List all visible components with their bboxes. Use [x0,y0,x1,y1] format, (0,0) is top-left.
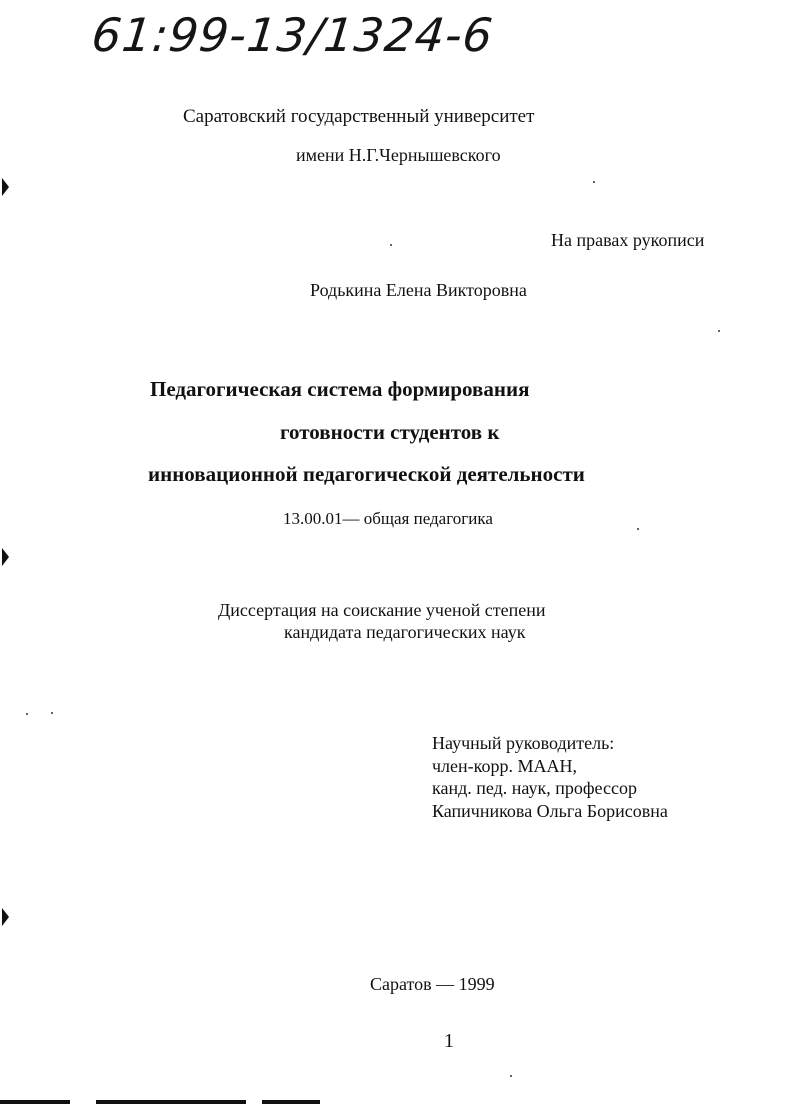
supervisor-block [432,732,668,822]
scan-speck [26,713,28,715]
handwritten-archive-code: 61:99-13/1324-6 [89,8,496,62]
scan-edge-segment [96,1100,246,1104]
page-number: 1 [444,1030,454,1052]
scan-speck [510,1075,512,1077]
scan-speck [390,244,392,246]
scan-speck [637,528,639,530]
manuscript-rights-note: На правах рукописи [551,230,705,250]
city-year: Саратов — 1999 [370,974,495,994]
author-name: Родькина Елена Викторовна [310,280,527,300]
scan-speck [718,330,720,332]
scan-edge-segment [0,1100,70,1104]
supervisor-name: Капичникова Ольга Борисовна [432,800,668,821]
scan-speck [593,181,595,183]
scan-speck [51,712,53,714]
scan-edge-rule [0,1100,797,1105]
title-line-2: готовности студентов к [280,420,500,444]
supervisor-membership: член-корр. МААН, [432,755,577,776]
university-honorific: имени Н.Г.Чернышевского [296,145,501,165]
binding-hole-mark [2,548,9,566]
dissertation-line-1: Диссертация на соискание ученой степени [218,600,546,620]
scan-edge-segment [262,1100,320,1104]
title-line-1: Педагогическая система формирования [150,377,530,401]
binding-hole-mark [2,908,9,926]
title-line-3: инновационной педагогической деятельности [148,462,585,486]
university-name: Саратовский государственный университет [183,106,535,127]
supervisor-degree: канд. пед. наук, профессор [432,778,637,798]
binding-hole-mark [2,178,9,196]
supervisor-label: Научный руководитель: [432,733,615,753]
dissertation-line-2: кандидата педагогических наук [284,622,526,642]
speciality-code: 13.00.01— общая педагогика [283,509,493,528]
